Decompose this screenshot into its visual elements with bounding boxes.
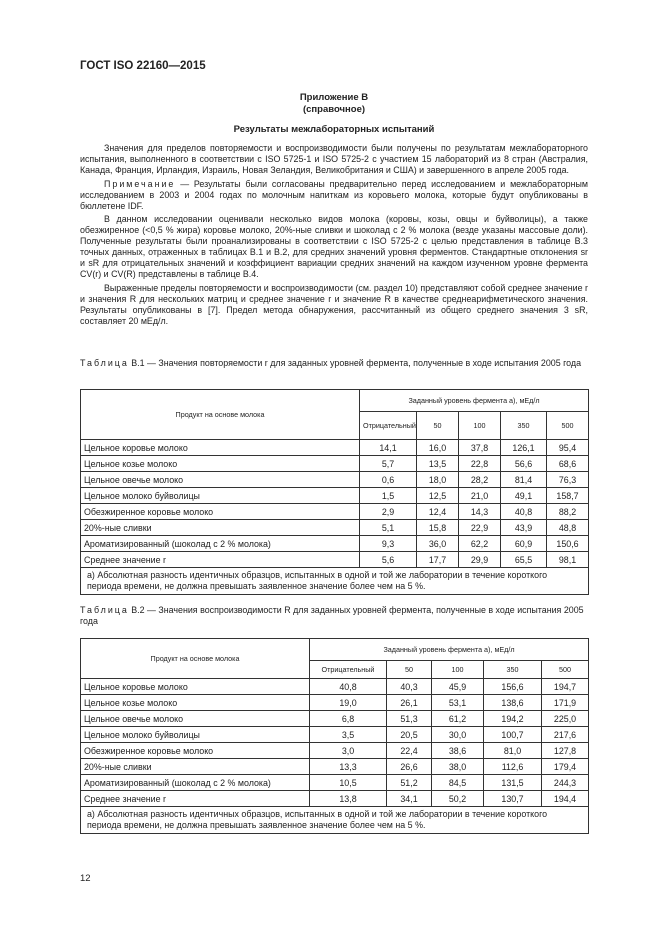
product-name: Цельное коровье молоко xyxy=(81,679,310,695)
value-cell: 68,6 xyxy=(547,456,589,472)
value-cell: 130,7 xyxy=(484,791,542,807)
table-row xyxy=(81,520,589,536)
table-row xyxy=(81,695,589,711)
value-cell: 30,0 xyxy=(432,727,484,743)
value-cell: 38,0 xyxy=(432,759,484,775)
header-enzyme-level: Заданный уровень фермента а), мЕд/л xyxy=(310,639,589,661)
value-cell: 127,8 xyxy=(542,743,589,759)
value-cell: 28,2 xyxy=(459,472,501,488)
level-500: 500 xyxy=(542,661,589,679)
value-cell: 65,5 xyxy=(501,552,547,568)
product-name: Цельное овечье молоко xyxy=(81,472,360,488)
paragraph-limits: Выраженные пределы повторяемости и воспроизводимости (см. раздел 10) представляют собой среднее значение r и значения R для нескольких матриц и среднее значение r и значение R в качестве среднеарифметического значения. Результаты опубликованы в [7]. Предел метода обнаружения, рассчитанный из общего среднего значения 3 sR, составляет 20 мЕд/л. xyxy=(80,282,588,326)
product-name: Среднее значение r xyxy=(81,552,360,568)
value-cell: 81,0 xyxy=(484,743,542,759)
value-cell: 40,8 xyxy=(310,679,387,695)
level-350: 350 xyxy=(501,412,547,440)
table1-footnote: а) Абсолютная разность идентичных образцов, испытанных в одной и той же лаборатории в течение короткого периода времени, не должна превышать заявленное значение более чем на 5 %. xyxy=(81,568,589,595)
product-name: Обезжиренное коровье молоко xyxy=(81,504,360,520)
value-cell: 1,5 xyxy=(360,488,417,504)
level-100: 100 xyxy=(432,661,484,679)
level-100: 100 xyxy=(459,412,501,440)
appendix-title: Приложение В xyxy=(299,92,369,103)
page-number: 12 xyxy=(80,873,91,884)
value-cell: 40,3 xyxy=(387,679,432,695)
paragraph-note xyxy=(80,179,588,212)
value-cell: 14,1 xyxy=(360,440,417,456)
table-row xyxy=(81,504,589,520)
table-footnote-row xyxy=(81,807,589,834)
value-cell: 20,5 xyxy=(387,727,432,743)
table-row xyxy=(81,536,589,552)
header-product: Продукт на основе молока xyxy=(81,390,360,440)
table-reproducibility xyxy=(80,638,589,834)
value-cell: 2,9 xyxy=(360,504,417,520)
value-cell: 131,5 xyxy=(484,775,542,791)
value-cell: 16,0 xyxy=(417,440,459,456)
value-cell: 171,9 xyxy=(542,695,589,711)
value-cell: 98,1 xyxy=(547,552,589,568)
value-cell: 156,6 xyxy=(484,679,542,695)
value-cell: 5,6 xyxy=(360,552,417,568)
product-name: Цельное козье молоко xyxy=(81,695,310,711)
value-cell: 126,1 xyxy=(501,440,547,456)
table-row xyxy=(81,456,589,472)
table-row xyxy=(81,711,589,727)
product-name: Цельное коровье молоко xyxy=(81,440,360,456)
body-text xyxy=(80,143,588,327)
table-row xyxy=(81,759,589,775)
product-name: Цельное молоко буйволицы xyxy=(81,488,360,504)
table2-caption-text: В.2 — Значения воспроизводимости R для заданных уровней фермента, полученные в ходе испытания 2005 года xyxy=(80,605,584,626)
value-cell: 88,2 xyxy=(547,504,589,520)
value-cell: 13,8 xyxy=(310,791,387,807)
value-cell: 81,4 xyxy=(501,472,547,488)
value-cell: 17,7 xyxy=(417,552,459,568)
value-cell: 76,3 xyxy=(547,472,589,488)
value-cell: 13,3 xyxy=(310,759,387,775)
table-row xyxy=(81,440,589,456)
table-footnote-row xyxy=(81,568,589,595)
value-cell: 10,5 xyxy=(310,775,387,791)
level-50: 50 xyxy=(387,661,432,679)
value-cell: 29,9 xyxy=(459,552,501,568)
table2-footnote: а) Абсолютная разность идентичных образцов, испытанных в одной и той же лаборатории в течение короткого периода времени, не должна превышать заявленное значение более чем на 5 %. xyxy=(81,807,589,834)
appendix-heading: Результаты межлабораторных испытаний xyxy=(233,124,435,135)
value-cell: 194,4 xyxy=(542,791,589,807)
product-name: Ароматизированный (шоколад с 2 % молока) xyxy=(81,536,360,552)
value-cell: 5,1 xyxy=(360,520,417,536)
product-name: Среднее значение r xyxy=(81,791,310,807)
header-enzyme-level: Заданный уровень фермента а), мЕд/л xyxy=(360,390,589,412)
value-cell: 6,8 xyxy=(310,711,387,727)
value-cell: 12,5 xyxy=(417,488,459,504)
value-cell: 3,0 xyxy=(310,743,387,759)
level-negative: Отрицательный xyxy=(360,412,417,440)
value-cell: 179,4 xyxy=(542,759,589,775)
table-row xyxy=(81,791,589,807)
standard-header: ГОСТ ISO 22160—2015 xyxy=(80,60,206,72)
value-cell: 5,7 xyxy=(360,456,417,472)
value-cell: 60,9 xyxy=(501,536,547,552)
table2-caption-label: Таблица xyxy=(80,605,129,615)
level-500: 500 xyxy=(547,412,589,440)
value-cell: 51,2 xyxy=(387,775,432,791)
value-cell: 56,6 xyxy=(501,456,547,472)
value-cell: 26,6 xyxy=(387,759,432,775)
value-cell: 34,1 xyxy=(387,791,432,807)
value-cell: 45,9 xyxy=(432,679,484,695)
value-cell: 62,2 xyxy=(459,536,501,552)
table1-caption xyxy=(80,358,588,369)
value-cell: 36,0 xyxy=(417,536,459,552)
value-cell: 158,7 xyxy=(547,488,589,504)
table1-caption-label: Таблица xyxy=(80,358,129,368)
table-row xyxy=(81,743,589,759)
value-cell: 26,1 xyxy=(387,695,432,711)
value-cell: 53,1 xyxy=(432,695,484,711)
product-name: 20%-ные сливки xyxy=(81,520,360,536)
value-cell: 22,4 xyxy=(387,743,432,759)
table-row xyxy=(81,775,589,791)
value-cell: 61,2 xyxy=(432,711,484,727)
level-negative: Отрицательный xyxy=(310,661,387,679)
product-name: 20%-ные сливки xyxy=(81,759,310,775)
value-cell: 14,3 xyxy=(459,504,501,520)
value-cell: 95,4 xyxy=(547,440,589,456)
value-cell: 50,2 xyxy=(432,791,484,807)
value-cell: 3,5 xyxy=(310,727,387,743)
product-name: Цельное козье молоко xyxy=(81,456,360,472)
product-name: Обезжиренное коровье молоко xyxy=(81,743,310,759)
value-cell: 51,3 xyxy=(387,711,432,727)
value-cell: 84,5 xyxy=(432,775,484,791)
table-row xyxy=(81,679,589,695)
value-cell: 40,8 xyxy=(501,504,547,520)
note-label: Примечание xyxy=(104,178,176,189)
value-cell: 217,6 xyxy=(542,727,589,743)
table-header-row xyxy=(81,390,589,412)
value-cell: 100,7 xyxy=(484,727,542,743)
level-50: 50 xyxy=(417,412,459,440)
value-cell: 138,6 xyxy=(484,695,542,711)
table-row xyxy=(81,552,589,568)
table-header-row xyxy=(81,639,589,661)
value-cell: 9,3 xyxy=(360,536,417,552)
value-cell: 194,7 xyxy=(542,679,589,695)
value-cell: 22,8 xyxy=(459,456,501,472)
value-cell: 19,0 xyxy=(310,695,387,711)
value-cell: 194,2 xyxy=(484,711,542,727)
value-cell: 0,6 xyxy=(360,472,417,488)
value-cell: 18,0 xyxy=(417,472,459,488)
value-cell: 49,1 xyxy=(501,488,547,504)
level-350: 350 xyxy=(484,661,542,679)
appendix-subtitle: (справочное) xyxy=(302,104,366,115)
table-row xyxy=(81,727,589,743)
value-cell: 43,9 xyxy=(501,520,547,536)
table-row xyxy=(81,472,589,488)
table2-caption xyxy=(80,605,588,627)
product-name: Ароматизированный (шоколад с 2 % молока) xyxy=(81,775,310,791)
value-cell: 225,0 xyxy=(542,711,589,727)
value-cell: 15,8 xyxy=(417,520,459,536)
value-cell: 12,4 xyxy=(417,504,459,520)
value-cell: 48,8 xyxy=(547,520,589,536)
value-cell: 21,0 xyxy=(459,488,501,504)
value-cell: 112,6 xyxy=(484,759,542,775)
product-name: Цельное овечье молоко xyxy=(81,711,310,727)
value-cell: 244,3 xyxy=(542,775,589,791)
value-cell: 13,5 xyxy=(417,456,459,472)
table-repeatability xyxy=(80,389,589,595)
table-row xyxy=(81,488,589,504)
value-cell: 22,9 xyxy=(459,520,501,536)
paragraph-study: В данном исследовании оценивали несколько видов молока (коровы, козы, овцы и буйволицы), а также обезжиренное (<0,5 % жира) коровье молоко, 20%-ные сливки и шоколад с 2 % молока (везде указаны массовые доли). Полученные результаты были проанализированы в соответствии с ISO 5725-2 с целью представления в таблице В.3 точных данных, отраженных в таблицах В.1 и В.2, для средних значений уровня ферментов. Стандартные отклонения sr и sR для отрицательных значений и коэффициент вариации средних значений на каждом изученном уровне фермента CV(r) и CV(R) представлены в таблице В.4. xyxy=(80,214,588,279)
header-product: Продукт на основе молока xyxy=(81,639,310,679)
product-name: Цельное молоко буйволицы xyxy=(81,727,310,743)
value-cell: 37,8 xyxy=(459,440,501,456)
paragraph-intro: Значения для пределов повторяемости и воспроизводимости были получены по результатам межлабораторного испытания, выполненного в соответствии с ISO 5725-1 и ISO 5725-2 с участием 15 лабораторий из 8 стран (Австралия, Канада, Франция, Ирландия, Израиль, Новая Зеландия, Великобритания и США) и завершенного в апреле 2005 года. xyxy=(80,143,588,175)
note-text: — Результаты были согласованы предварительно перед исследованием и межлабораторным исследованием в 2003 и 2004 годах по молочным напиткам из коровьего молока, которые будут опубликованы в бюллетене IDF. xyxy=(80,178,588,211)
value-cell: 38,6 xyxy=(432,743,484,759)
table1-caption-text: В.1 — Значения повторяемости r для заданных уровней фермента, полученные в ходе испытания 2005 года xyxy=(128,358,582,368)
value-cell: 150,6 xyxy=(547,536,589,552)
